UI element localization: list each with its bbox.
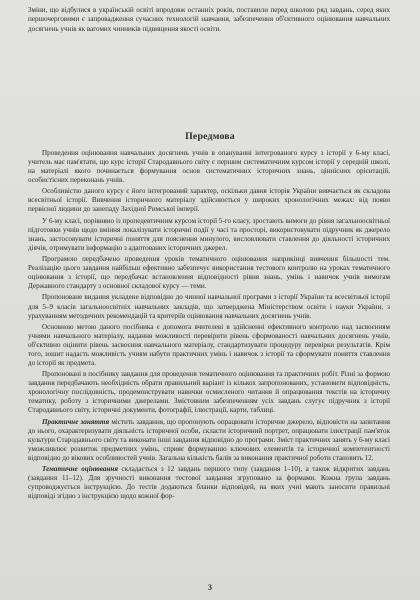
paragraph: Пропоновані в посібнику завдання для проведення тематичного оцінювання та практичних робіт. Різні за формою завдання передбачають необхідність обрати правильний варіант із кількох запропонованих, установити відповідність, хронологічну послідовність, продемонструвати навички осмисленого читання й опрацювання текстів на історичну тематику, роботу з історичними джерелами. Змістовним забезпеченням усіх завдань слугує підручник з історії Стародавнього світу, історичні документи, фотографії, ілюстрації, карти, таблиці. <box>28 370 390 415</box>
intro-paragraph: Зміни, що відбулися в українській освіті впродовж останніх років, поставили перед школою ряд завдань, серед яких першочерговими є запровадження сучасних технологій навчання, забезпечення об'єктивного оцінювання навчальних досягнень учнів як вагомих чинників підвищення якості освіти. <box>28 6 390 33</box>
paragraph: Особливістю даного курсу є його інтегрований характер, оскільки давня історія України вивчається як складова всесвітньої історії. Вивчення історичного матеріалу здійснюється у широких хронологічних межах: від появи первісної людини до занепаду Західної Римської імперії. <box>28 187 390 214</box>
paragraph: Проведення оцінювання навчальних досягнень учнів в опануванні інтегрованого курсу з історії у 6-му класі, учитель має пам'ятати, що курс історії Стародавнього світу є першим систематичним курсом історії у середній школі, на матеріалі якого починається формування основ систематичних історичних знань, ціннісних орієнтацій, особистісних переконань учнів. <box>28 149 390 185</box>
paragraph: Пропоноване видання укладене відповідно до чинної навчальної програми з історії України та всесвітньої історії для 5–9 класів загальноосвітніх навчальних закладів, що затверджена Міністерством освіти і науки України, з урахуванням методичних рекомендацій та критеріїв оцінювання навчальних досягнень учнів. <box>28 293 390 320</box>
lead-term: Тематичне оцінювання <box>42 465 119 474</box>
paragraph: Основною метою даного посібника є допомога вчителеві в здійсненні ефективного контролю над засвоєнням учнями навчального матеріалу, надання можливості перевірити рівень сформованості навчальних досягнень учнів, об'єктивно оцінити рівень засвоєння навчального матеріалу, стандартизувати процедуру перевірки результатів. Крім того, зошит надасть можливість учням набути практичних умінь і навичок з історії та сформувати поняття ставлення до історії як предмета. <box>28 322 390 367</box>
page-number: 3 <box>208 583 212 592</box>
paragraph: Програмою передбачено проведення уроків тематичного оцінювання наприкінці вивчення більшості тем. Реалізацію цього завдання найбільш ефективно забезпечує використання тестового контролю на уроках тематичного оцінювання з історії, що передбачає встановлення відповідності рівня знань, умінь і навичок учнів вимогам Державного стандарту з основної складової курсу — теми. <box>28 255 390 291</box>
lead-term: Практичне заняття <box>42 417 110 426</box>
paragraph-thematic: Тематичне оцінювання складається з 12 завдань першого типу (завдання 1–10), а також відкритих завдань (завдання 11–12). Для зручності виконання тестової завдання згруповано за формами. Кожна група завдань супроводжується інструкцією. До тестів додаються бланки відповідей, на яких учні мають заносити правильні відповіді згідно з інструкцією щодо кожної фор- <box>28 465 391 501</box>
body-text <box>28 149 390 503</box>
page-title: Передмова <box>185 131 235 142</box>
paragraph-practical: Практичне заняття містить завдання, що пропонують опрацювати історичне джерело, відповісти на запитання до нього, охарактеризувати діяльність історичної особи, скласти історичний портрет, опрацювати ілюстрації пам'яток культури Стародавнього світу та виконати інші завдання відповідно до програми. Зміст практичних занять у 6-му класі уможливлює розвиток предметних умінь, сприяє формуванню ключових елементів та історичної компетентності відповідно до вікових особливостей учнів. Загальна кількість балів за виконання практичної роботи становить 12. <box>28 417 391 462</box>
paragraph: У 6-му класі, порівняно із пропедевтичним курсом історії 5-го класу, зростають вимоги до рівня загальноосвітньої підготовки учнів щодо вміння локалізувати історичні події у часі та просторі, використовувати підручник як джерело знань, застосовувати історичні поняття для пояснення минулого, висловлювати ставлення до діяльності історичних діячів, отримувати інформацію з адаптованих історичних джерел. <box>28 216 390 252</box>
